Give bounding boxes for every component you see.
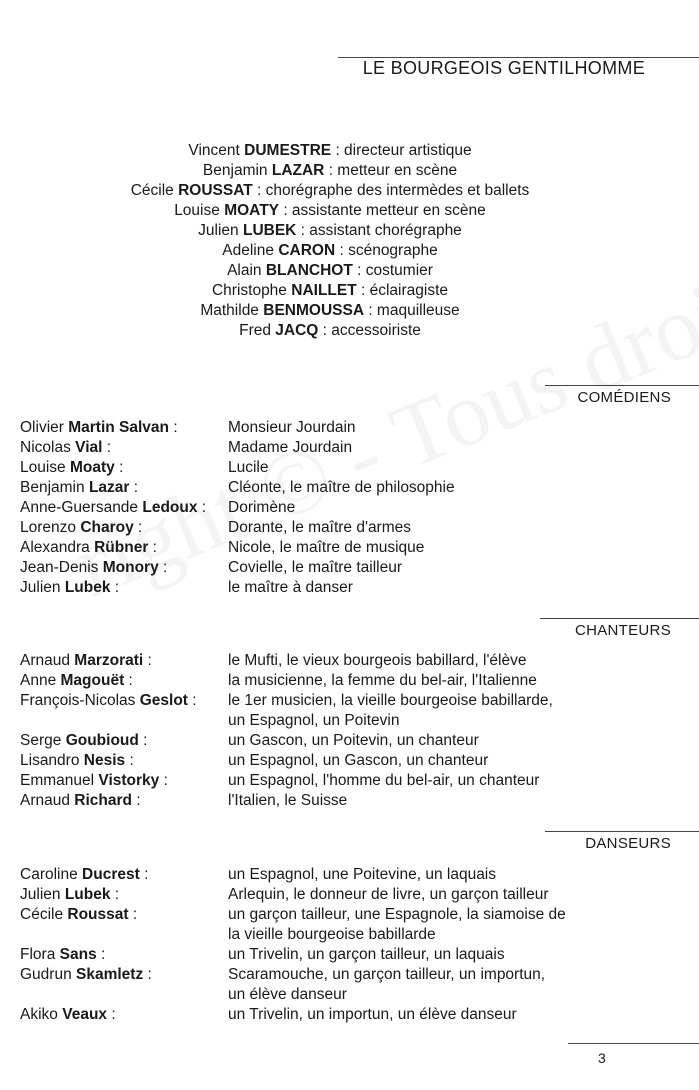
performer-last-name: Veaux: [62, 1006, 108, 1023]
crew-last-name: CARON: [278, 242, 336, 259]
performer-separator: :: [133, 519, 143, 536]
performer-first-name: Anne-Guersande: [20, 499, 139, 516]
performer-name: [20, 1005, 228, 1025]
performer-last-name: Monory: [102, 559, 159, 576]
performer-first-name: Arnaud: [20, 792, 70, 809]
crew-line: [0, 161, 660, 181]
crew-role: : costumier: [352, 262, 433, 279]
crew-first-name: Fred: [239, 322, 271, 339]
performer-last-name: Richard: [74, 792, 133, 809]
cast-row: [20, 925, 680, 945]
crew-last-name: LAZAR: [271, 162, 325, 179]
performer-name: [20, 578, 228, 598]
cast-row: [20, 865, 680, 885]
comediens-heading: COMÉDIENS: [577, 389, 671, 406]
crew-line: [0, 281, 660, 301]
performer-first-name: Caroline: [20, 866, 78, 883]
performer-separator: :: [187, 692, 197, 709]
performer-role: un Espagnol, un Gascon, un chanteur: [228, 752, 489, 769]
cast-row: [20, 731, 680, 751]
performer-last-name: Charoy: [80, 519, 134, 536]
cast-row: [20, 518, 680, 538]
performer-role: un Espagnol, un Poitevin: [228, 712, 400, 729]
crew-first-name: Adeline: [222, 242, 274, 259]
cast-row: [20, 945, 680, 965]
performer-last-name: Lazar: [88, 479, 130, 496]
cast-row: [20, 458, 680, 478]
performer-last-name: Moaty: [70, 459, 115, 476]
comediens-list: [20, 418, 680, 598]
performer-role: Dorimène: [228, 499, 296, 516]
performer-last-name: Lubek: [64, 579, 111, 596]
crew-line: [0, 321, 660, 341]
crew-first-name: Vincent: [188, 142, 240, 159]
performer-separator: :: [96, 946, 106, 963]
cast-row: [20, 965, 680, 985]
performer-role: le maître à danser: [228, 579, 353, 596]
performer-first-name: Julien: [20, 886, 61, 903]
performer-last-name: Goubioud: [65, 732, 139, 749]
performer-name: [20, 865, 228, 885]
performer-name: [20, 751, 228, 771]
crew-role: : éclairagiste: [356, 282, 449, 299]
performer-name: [20, 885, 228, 905]
crew-first-name: Alain: [227, 262, 262, 279]
crew-first-name: Mathilde: [200, 302, 259, 319]
performer-first-name: Flora: [20, 946, 56, 963]
crew-role: : chorégraphe des intermèdes et ballets: [252, 182, 530, 199]
performer-separator: :: [102, 439, 112, 456]
performer-separator: :: [169, 419, 178, 436]
performer-first-name: Nicolas: [20, 439, 71, 456]
chanteurs-heading: CHANTEURS: [574, 622, 671, 639]
performer-name: [20, 538, 228, 558]
performer-first-name: Lorenzo: [20, 519, 77, 536]
danseurs-rule: [545, 831, 699, 832]
chanteurs-list: [20, 651, 680, 811]
performer-name: [20, 691, 228, 711]
page-title: LE BOURGEOIS GENTILHOMME: [362, 58, 645, 78]
performer-role: un Gascon, un Poitevin, un chanteur: [228, 732, 479, 749]
performer-role: l'Italien, le Suisse: [228, 792, 348, 809]
performer-separator: :: [107, 1006, 116, 1023]
crew-last-name: LUBEK: [242, 222, 297, 239]
crew-line: [0, 181, 660, 201]
cast-row: [20, 478, 680, 498]
page-number-rule: [568, 1043, 699, 1044]
performer-name: [20, 925, 228, 945]
performer-name: [20, 651, 228, 671]
performer-separator: :: [132, 792, 141, 809]
crew-first-name: Christophe: [211, 282, 287, 299]
crew-line: [0, 141, 660, 161]
performer-role: Lucile: [228, 459, 269, 476]
performer-separator: :: [110, 579, 120, 596]
performer-role: le Mufti, le vieux bourgeois babillard, l'élève: [228, 652, 527, 669]
cast-row: [20, 671, 680, 691]
performer-role: Monsieur Jourdain: [228, 419, 356, 436]
crew-line: [0, 301, 660, 321]
performer-first-name: Louise: [20, 459, 66, 476]
performer-name: [20, 965, 228, 985]
cast-row: [20, 418, 680, 438]
performer-role: un Trivelin, un garçon tailleur, un laquais: [228, 946, 505, 963]
performer-name: [20, 478, 228, 498]
crew-role: : scénographe: [335, 242, 438, 259]
performer-first-name: Akiko: [20, 1006, 58, 1023]
cast-row: [20, 885, 680, 905]
performer-name: [20, 771, 228, 791]
performer-name: [20, 558, 228, 578]
cast-row: [20, 578, 680, 598]
performer-separator: :: [110, 886, 120, 903]
cast-row: [20, 438, 680, 458]
crew-first-name: Louise: [174, 202, 220, 219]
cast-row: [20, 985, 680, 1005]
cast-row: [20, 1005, 680, 1025]
performer-separator: :: [139, 866, 149, 883]
performer-first-name: François-Nicolas: [20, 692, 136, 709]
performer-last-name: Geslot: [139, 692, 188, 709]
performer-role: Arlequin, le donneur de livre, un garçon tailleur: [228, 886, 549, 903]
performer-role: le 1er musicien, la vieille bourgeoise babillarde,: [228, 692, 553, 709]
crew-last-name: NAILLET: [291, 282, 357, 299]
crew-last-name: JACQ: [275, 322, 319, 339]
performer-first-name: Gudrun: [20, 966, 72, 983]
performer-name: [20, 945, 228, 965]
performer-last-name: Ducrest: [82, 866, 140, 883]
performer-first-name: Benjamin: [20, 479, 85, 496]
performer-role: la vieille bourgeoise babillarde: [228, 926, 436, 943]
performer-name: [20, 438, 228, 458]
performer-name: [20, 418, 228, 438]
cast-row: [20, 905, 680, 925]
cast-row: [20, 711, 680, 731]
performer-last-name: Nesis: [83, 752, 126, 769]
performer-separator: :: [114, 459, 124, 476]
performer-name: [20, 671, 228, 691]
performer-separator: :: [158, 559, 168, 576]
performer-first-name: Serge: [20, 732, 62, 749]
crew-role: : directeur artistique: [331, 142, 472, 159]
performer-separator: :: [124, 672, 133, 689]
performer-first-name: Lisandro: [20, 752, 80, 769]
performer-last-name: Vial: [75, 439, 103, 456]
cast-row: [20, 771, 680, 791]
performer-last-name: Marzorati: [74, 652, 144, 669]
cast-row: [20, 751, 680, 771]
chanteurs-rule: [540, 618, 699, 619]
crew-role: : assistante metteur en scène: [279, 202, 486, 219]
crew-role: : accessoiriste: [318, 322, 421, 339]
performer-role: Dorante, le maître d'armes: [228, 519, 412, 536]
performer-last-name: Rübner: [94, 539, 149, 556]
performer-role: un garçon tailleur, une Espagnole, la siamoise de: [228, 906, 566, 923]
performer-first-name: Julien: [20, 579, 61, 596]
performer-first-name: Arnaud: [20, 652, 70, 669]
performer-first-name: Cécile: [20, 906, 64, 923]
crew-list: [0, 141, 660, 341]
performer-name: [20, 711, 228, 731]
cast-row: [20, 498, 680, 518]
performer-name: [20, 458, 228, 478]
crew-last-name: BLANCHOT: [265, 262, 353, 279]
crew-last-name: BENMOUSSA: [263, 302, 365, 319]
performer-role: la musicienne, la femme du bel-air, l'Italienne: [228, 672, 537, 689]
comediens-rule: [545, 385, 699, 386]
performer-last-name: Ledoux: [142, 499, 198, 516]
performer-separator: :: [143, 652, 152, 669]
performer-role: Madame Jourdain: [228, 439, 353, 456]
performer-role: Covielle, le maître tailleur: [228, 559, 403, 576]
crew-line: [0, 241, 660, 261]
crew-line: [0, 261, 660, 281]
crew-role: : metteur en scène: [324, 162, 458, 179]
performer-name: [20, 985, 228, 1005]
performer-last-name: Roussat: [67, 906, 129, 923]
performer-first-name: Anne: [20, 672, 57, 689]
performer-separator: :: [138, 732, 148, 749]
performer-last-name: Lubek: [64, 886, 111, 903]
cast-row: [20, 558, 680, 578]
crew-first-name: Julien: [198, 222, 239, 239]
performer-separator: :: [197, 499, 207, 516]
danseurs-list: [20, 865, 680, 1025]
performer-separator: :: [148, 539, 157, 556]
performer-first-name: Emmanuel: [20, 772, 95, 789]
performer-last-name: Vistorky: [98, 772, 160, 789]
crew-last-name: DUMESTRE: [244, 142, 332, 159]
crew-role: : assistant chorégraphe: [296, 222, 462, 239]
crew-line: [0, 221, 660, 241]
performer-separator: :: [129, 479, 139, 496]
performer-separator: :: [143, 966, 152, 983]
performer-role: Cléonte, le maître de philosophie: [228, 479, 455, 496]
cast-row: [20, 538, 680, 558]
performer-role: un Espagnol, l'homme du bel-air, un chanteur: [228, 772, 540, 789]
performer-last-name: Sans: [59, 946, 97, 963]
performer-first-name: Olivier: [20, 419, 64, 436]
danseurs-heading: DANSEURS: [585, 835, 671, 852]
performer-name: [20, 905, 228, 925]
performer-name: [20, 498, 228, 518]
crew-first-name: Cécile: [130, 182, 174, 199]
cast-row: [20, 791, 680, 811]
cast-row: [20, 691, 680, 711]
crew-line: [0, 201, 660, 221]
cast-row: [20, 651, 680, 671]
performer-separator: :: [159, 772, 168, 789]
performer-role: Scaramouche, un garçon tailleur, un importun,: [228, 966, 546, 983]
page-number: 3: [598, 1050, 606, 1066]
crew-first-name: Benjamin: [202, 162, 268, 179]
performer-separator: :: [125, 752, 134, 769]
performer-name: [20, 791, 228, 811]
performer-separator: :: [128, 906, 138, 923]
performer-role: Nicole, le maître de musique: [228, 539, 425, 556]
performer-name: [20, 731, 228, 751]
performer-first-name: Alexandra: [20, 539, 90, 556]
performer-role: un Trivelin, un importun, un élève danseur: [228, 1006, 517, 1023]
performer-name: [20, 518, 228, 538]
performer-last-name: Martin Salvan: [68, 419, 170, 436]
performer-last-name: Skamletz: [76, 966, 144, 983]
crew-last-name: ROUSSAT: [178, 182, 253, 199]
crew-last-name: MOATY: [224, 202, 280, 219]
performer-role: un élève danseur: [228, 986, 347, 1003]
performer-role: un Espagnol, une Poitevine, un laquais: [228, 866, 497, 883]
performer-first-name: Jean-Denis: [20, 559, 99, 576]
crew-role: : maquilleuse: [364, 302, 460, 319]
performer-last-name: Magouët: [60, 672, 125, 689]
